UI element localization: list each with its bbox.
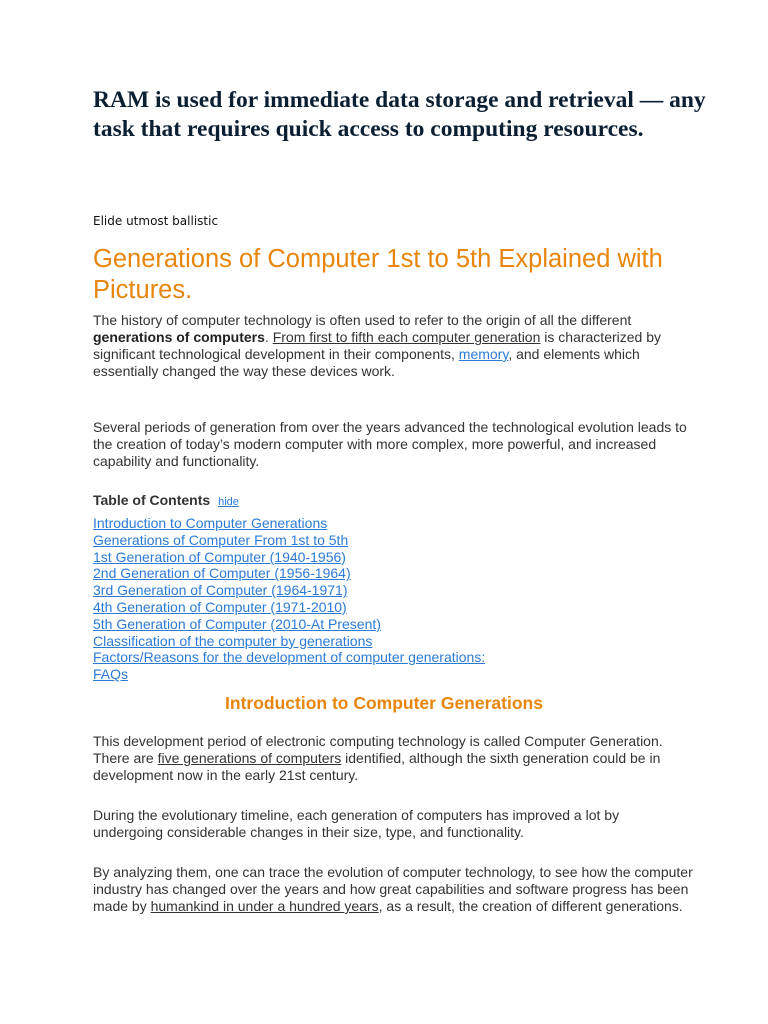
section-paragraph-2: During the evolutionary timeline, each generation of computers has improved a lot by undergoing considerable changes in their size, type, and functionality.	[93, 807, 620, 840]
toc-link-second-generation[interactable]: 2nd Generation of Computer (1956-1964)	[93, 565, 351, 582]
section-heading: Introduction to Computer Generations	[225, 693, 543, 713]
toc-item	[93, 633, 485, 650]
lead-heading: RAM is used for immediate data storage and retrieval — any task that requires quick access to computing resources.	[93, 87, 706, 142]
intro-text-1: The history of computer technology is often used to refer to the origin of all the different	[93, 312, 632, 328]
intro-underlined-link[interactable]: From first to fifth each computer generation	[272, 329, 541, 345]
toc-item	[93, 666, 485, 683]
toc-link-introduction[interactable]: Introduction to Computer Generations	[93, 515, 328, 531]
article-title: Generations of Computer 1st to 5th Explained with Pictures.	[93, 245, 663, 304]
toc-link-first-generation[interactable]: 1st Generation of Computer (1940-1956)	[93, 548, 346, 565]
caption-text: Elide utmost ballistic	[93, 214, 219, 228]
intro-bold-term: generations of computers	[93, 329, 265, 345]
toc-item	[93, 515, 485, 532]
toc-item	[93, 616, 485, 633]
toc-title: Table of Contents	[93, 492, 211, 508]
toc-hide-link[interactable]: hide	[218, 496, 239, 508]
humankind-link[interactable]: humankind in under a hundred years	[150, 898, 379, 914]
section-paragraph-1	[93, 733, 693, 784]
toc-link-fourth-generation[interactable]: 4th Generation of Computer (1971-2010)	[93, 598, 347, 615]
section-paragraph-3	[93, 864, 693, 915]
toc-item	[93, 582, 485, 599]
toc-link-fifth-generation[interactable]: 5th Generation of Computer (2010-At Present)	[93, 615, 381, 632]
evolution-paragraph: Several periods of generation from over the years advanced the technological evolution leads to the creation of today’s modern computer with more complex, more powerful, and increased capability and functionality.	[93, 419, 687, 469]
section-p1-text-1: This development period of electronic computing technology is called Computer Generation. There are	[93, 733, 663, 766]
intro-text-2: .	[264, 329, 273, 345]
toc-header	[93, 492, 239, 511]
five-generations-link[interactable]: five generations of computers	[157, 750, 342, 766]
toc-item	[93, 549, 485, 566]
intro-text-3: is characterized by significant technological development in their components,	[93, 329, 661, 362]
toc-item	[93, 649, 485, 666]
toc-link-classification[interactable]: Classification of the computer by generations	[93, 632, 373, 649]
toc-link-faqs[interactable]: FAQs	[93, 666, 129, 683]
toc-link-factors[interactable]: Factors/Reasons for the development of computer generations:	[93, 649, 486, 666]
toc-item	[93, 532, 485, 549]
toc-item	[93, 599, 485, 616]
intro-text-4: , and elements which essentially changed the way these devices work.	[93, 346, 640, 379]
toc-list	[93, 515, 485, 683]
toc-link-third-generation[interactable]: 3rd Generation of Computer (1964-1971)	[93, 582, 348, 599]
memory-link[interactable]: memory	[458, 346, 509, 362]
toc-item	[93, 565, 485, 582]
intro-paragraph	[93, 312, 693, 380]
section-p3-text-2: , as a result, the creation of different generations.	[378, 898, 683, 914]
toc-link-generations-overview[interactable]: Generations of Computer From 1st to 5th	[93, 531, 349, 548]
section-p3-text-1: By analyzing them, one can trace the evolution of computer technology, to see how the computer industry has changed over the years and how great capabilities and software progress has been made by	[93, 864, 693, 914]
section-p1-text-2: identified, although the sixth generation could be in development now in the early 21st century.	[93, 750, 661, 783]
